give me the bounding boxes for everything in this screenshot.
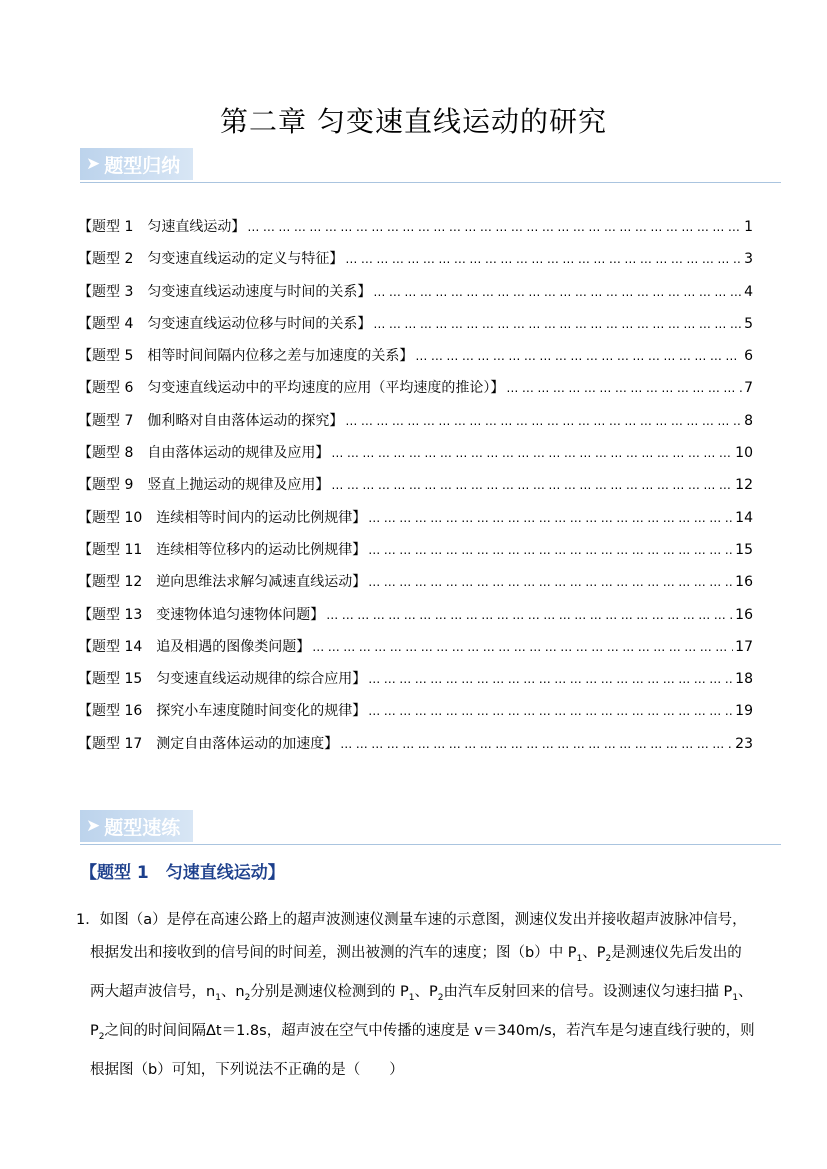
toc-page-number: 16 <box>735 574 753 591</box>
toc-entry[interactable] <box>78 377 753 409</box>
section-header-practice <box>80 810 781 845</box>
question-text <box>76 904 760 1087</box>
toc-page-number: 19 <box>735 703 753 720</box>
toc-page-number: 6 <box>744 348 753 365</box>
toc-entry[interactable] <box>78 216 753 248</box>
toc-entry[interactable] <box>78 733 753 765</box>
toc-page-number: 15 <box>735 541 753 558</box>
toc-leader-dots <box>331 446 733 460</box>
toc-entry-label: 【题型 6 匀变速直线运动中的平均速度的应用（平均速度的推论）】 <box>78 380 505 397</box>
toc-leader-dots <box>340 737 733 751</box>
toc-entry-label: 【题型 7 伽利略对自由落体运动的探究】 <box>78 412 344 429</box>
question-type-heading: 【题型 1 匀速直线运动】 <box>80 863 285 883</box>
toc-leader-dots <box>368 511 733 525</box>
toc-page-number: 3 <box>744 251 753 268</box>
toc-entry-label: 【题型 16 探究小车速度随时间变化的规律】 <box>78 703 367 720</box>
toc-page-number: 7 <box>744 380 753 397</box>
toc-leader-dots <box>368 543 733 557</box>
question-line: 1．如图（a）是停在高速公路上的超声波测速仪测量车速的示意图，测速仪发出并接收超声波脉冲信号， <box>76 912 747 928</box>
toc-entry[interactable] <box>78 345 753 377</box>
toc-entry[interactable] <box>78 442 753 474</box>
toc-entry-label: 【题型 15 匀变速直线运动规律的综合应用】 <box>78 671 367 688</box>
section-header-summary <box>80 148 781 183</box>
toc-page-number: 17 <box>735 638 753 655</box>
toc-entry-label: 【题型 10 连续相等时间内的运动比例规律】 <box>78 509 367 526</box>
question-line: 根据图（b）可知，下列说法不正确的是（ ） <box>90 1061 404 1078</box>
toc-entry-label: 【题型 5 相等时间间隔内位移之差与加速度的关系】 <box>78 348 414 365</box>
toc-leader-dots <box>312 640 733 654</box>
question-line: $P_2$之间的时间间隔Δt＝1.8s，超声波在空气中传播的速度是 v＝340m/s，若汽车是匀速直线行驶的，则 <box>90 1022 755 1042</box>
chevron-right-icon: ➤ <box>86 154 101 174</box>
toc-page-number: 12 <box>735 477 753 494</box>
toc-entry-label: 【题型 13 变速物体追匀速物体问题】 <box>78 606 325 623</box>
toc-entry[interactable] <box>78 700 753 732</box>
toc-leader-dots <box>247 220 742 234</box>
section-label: 题型归纳 <box>104 154 181 177</box>
toc-entry[interactable] <box>78 604 753 636</box>
toc-leader-dots <box>326 608 733 622</box>
toc-entry[interactable] <box>78 313 753 345</box>
toc-leader-dots <box>345 414 742 428</box>
toc-entry[interactable] <box>78 571 753 603</box>
chevron-right-icon: ➤ <box>86 816 101 836</box>
section-tab <box>80 810 193 842</box>
section-tab <box>80 148 193 180</box>
toc-leader-dots <box>345 252 742 266</box>
toc-page-number: 8 <box>744 412 753 429</box>
toc-entry-label: 【题型 2 匀变速直线运动的定义与特征】 <box>78 251 344 268</box>
toc-page-number: 5 <box>744 315 753 332</box>
toc-leader-dots <box>331 478 733 492</box>
toc-page-number: 4 <box>744 283 753 300</box>
toc-entry-label: 【题型 8 自由落体运动的规律及应用】 <box>78 445 330 462</box>
toc-entry[interactable] <box>78 474 753 506</box>
toc-entry-label: 【题型 12 逆向思维法求解匀减速直线运动】 <box>78 574 367 591</box>
question-line: 根据发出和接收到的信号间的时间差，测出被测的汽车的速度；图（b）中 $P_1$、$P_2$是测速仪先后发出的 <box>90 945 742 964</box>
toc-entry-label: 【题型 4 匀变速直线运动位移与时间的关系】 <box>78 315 372 332</box>
page-title: 第二章 匀变速直线运动的研究 <box>220 105 607 138</box>
toc-entry-label: 【题型 11 连续相等位移内的运动比例规律】 <box>78 541 367 558</box>
toc-leader-dots <box>368 575 733 589</box>
toc-entry-label: 【题型 17 测定自由落体运动的加速度】 <box>78 735 339 752</box>
toc-entry[interactable] <box>78 636 753 668</box>
question-line: 两大超声波信号，$n_1$、$n_2$分别是测速仪检测到的 $P_1$、$P_2$由汽车反射回来的信号。设测速仪匀速扫描 $P_1$、 <box>90 983 753 1003</box>
toc-page-number: 23 <box>735 735 753 752</box>
toc-entry[interactable] <box>78 668 753 700</box>
toc-leader-dots <box>373 317 742 331</box>
toc-leader-dots <box>368 704 733 718</box>
toc-leader-dots <box>373 285 742 299</box>
toc-entry[interactable] <box>78 410 753 442</box>
toc-entry-label: 【题型 1 匀速直线运动】 <box>78 219 246 235</box>
toc-page-number: 10 <box>735 445 753 462</box>
toc-page-number: 16 <box>735 606 753 623</box>
toc-page-number: 18 <box>735 671 753 688</box>
toc-entry-label: 【题型 3 匀变速直线运动速度与时间的关系】 <box>78 283 372 300</box>
toc-entry-label: 【题型 14 追及相遇的图像类问题】 <box>78 638 311 655</box>
toc-leader-dots <box>415 349 742 363</box>
toc-entry-label: 【题型 9 竖直上抛运动的规律及应用】 <box>78 477 330 494</box>
toc-page-number: 14 <box>735 509 753 526</box>
toc-entry[interactable] <box>78 281 753 313</box>
toc-entry[interactable] <box>78 507 753 539</box>
toc-entry[interactable] <box>78 539 753 571</box>
table-of-contents <box>78 216 753 765</box>
toc-leader-dots <box>506 381 742 395</box>
toc-entry[interactable] <box>78 248 753 280</box>
section-label: 题型速练 <box>104 816 181 839</box>
toc-leader-dots <box>368 672 733 686</box>
toc-page-number: 1 <box>744 219 753 235</box>
